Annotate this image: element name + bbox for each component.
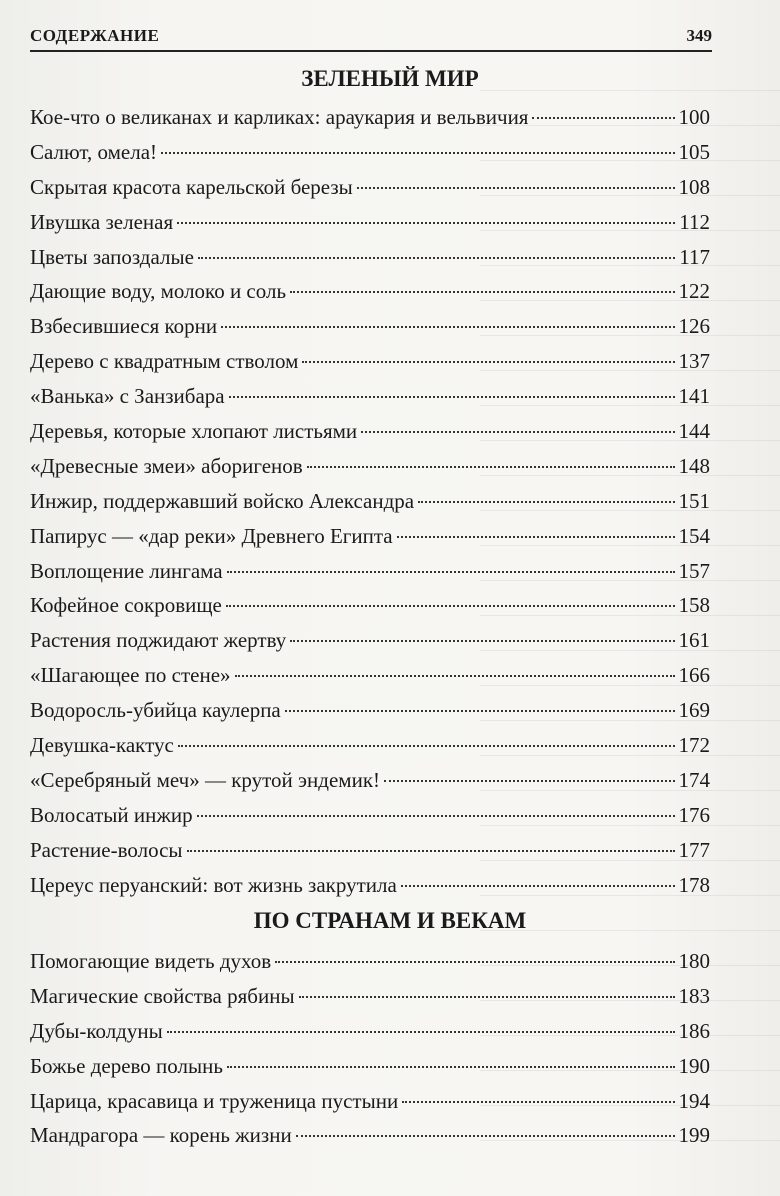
- toc-entry-title: Божье дерево полынь: [30, 1053, 223, 1078]
- section-title: ПО СТРАНАМ И ВЕКАМ: [253, 908, 527, 933]
- toc-section: [30, 904, 710, 1153]
- toc-entry-page: 117: [679, 244, 710, 269]
- toc-entry-page: 108: [678, 174, 710, 199]
- dot-leader: [290, 291, 674, 293]
- toc-entry-title: Водоросль-убийца каулерпа: [30, 698, 281, 723]
- toc-entry: [30, 1084, 710, 1119]
- toc-entry-page: 144: [678, 419, 710, 444]
- toc-entry-page: 158: [678, 593, 710, 618]
- toc-entry: [30, 554, 710, 589]
- toc-entry-title: «Древесные змеи» аборигенов: [30, 453, 303, 478]
- dot-leader: [302, 361, 674, 363]
- toc-entry-page: 177: [678, 837, 710, 862]
- toc-entry: [30, 379, 710, 414]
- toc-entry: [30, 449, 710, 484]
- toc-entry-page: 100: [678, 105, 710, 129]
- dot-leader: [229, 396, 675, 398]
- toc-entry: [30, 484, 710, 519]
- dot-leader: [357, 187, 675, 189]
- toc-entry-title: Мандрагора — корень жизни: [30, 1123, 292, 1148]
- toc-entry: [30, 240, 710, 275]
- toc-list: [30, 100, 710, 902]
- toc-entry-page: 174: [678, 767, 710, 792]
- running-head: [30, 20, 712, 52]
- toc-entry-title: Инжир, поддержавший войско Александра: [30, 488, 415, 513]
- toc-entry: [30, 944, 710, 979]
- toc-entry-page: 194: [678, 1088, 710, 1113]
- toc-entry-title: Растения поджидают жертву: [30, 628, 287, 653]
- toc-entry-title: Девушка-кактус: [30, 733, 174, 758]
- toc-entry-title: Помогающие видеть духов: [30, 949, 272, 973]
- toc-entry-title: Дубы-колдуны: [30, 1018, 163, 1043]
- dot-leader: [167, 1031, 675, 1033]
- toc-entry: [30, 588, 710, 623]
- toc-entry-title: Царица, красавица и труженица пустыни: [30, 1088, 399, 1113]
- dot-leader: [187, 850, 675, 852]
- toc-entry-title: Магические свойства рябины: [30, 983, 295, 1008]
- toc-entry-page: 186: [678, 1018, 710, 1043]
- toc-entry: [30, 763, 710, 798]
- toc-entry-page: 126: [678, 314, 710, 339]
- toc-entry: [30, 658, 710, 693]
- toc-entry-title: Цереус перуанский: вот жизнь закрутила: [30, 872, 397, 897]
- dot-leader: [401, 885, 675, 887]
- toc-entry: [30, 1118, 710, 1153]
- toc-entry-page: 141: [678, 384, 710, 409]
- toc-entry-page: 157: [678, 558, 710, 583]
- toc-entry: [30, 519, 710, 554]
- toc-entry: [30, 274, 710, 309]
- dot-leader: [299, 996, 675, 998]
- toc-entry-title: Папирус — «дар реки» Древнего Египта: [30, 523, 393, 548]
- toc-entry-page: 154: [678, 523, 710, 548]
- toc-entry: [30, 344, 710, 379]
- toc-entry: [30, 414, 710, 449]
- toc-entry-title: Дающие воду, молоко и соль: [30, 279, 287, 304]
- toc-entry-page: 112: [679, 209, 710, 234]
- toc-section: [30, 62, 710, 902]
- toc-entry-page: 180: [678, 949, 710, 973]
- dot-leader: [285, 710, 675, 712]
- toc-entry: [30, 205, 710, 240]
- toc-entry-page: 183: [678, 983, 710, 1008]
- toc-entry-page: 166: [678, 663, 710, 688]
- section-title: ЗЕЛЕНЫЙ МИР: [301, 66, 479, 91]
- toc-entry: [30, 693, 710, 728]
- toc-entry: [30, 623, 710, 658]
- toc-entry: [30, 135, 710, 170]
- toc-entry-page: 199: [678, 1123, 710, 1148]
- dot-leader: [397, 536, 675, 538]
- toc-entry-page: 169: [678, 698, 710, 723]
- toc-entry-title: Растение-волосы: [30, 837, 183, 862]
- toc-entry-page: 137: [678, 349, 710, 374]
- toc-entry: [30, 309, 710, 344]
- toc-entry-title: Кофейное сокровище: [30, 593, 222, 618]
- toc-entry-page: 148: [678, 453, 710, 478]
- dot-leader: [161, 152, 674, 154]
- toc-entry-page: 151: [678, 488, 710, 513]
- toc-entry-title: Кое-что о великанах и карликах: араукария и вельвичия: [30, 105, 529, 129]
- toc-entry-title: Цветы запоздалые: [30, 244, 194, 269]
- dot-leader: [307, 466, 675, 468]
- toc-entry-title: Салют, омела!: [30, 139, 158, 164]
- dot-leader: [402, 1101, 674, 1103]
- dot-leader: [290, 640, 674, 642]
- toc-list: [30, 944, 710, 1153]
- dot-leader: [227, 1066, 675, 1068]
- toc-entry-page: 178: [678, 872, 710, 897]
- toc-entry-title: Воплощение лингама: [30, 558, 223, 583]
- dot-leader: [178, 745, 675, 747]
- dot-leader: [275, 961, 674, 963]
- dot-leader: [226, 605, 675, 607]
- toc-entry: [30, 1014, 710, 1049]
- toc-entry-page: 105: [678, 139, 710, 164]
- dot-leader: [384, 780, 674, 782]
- toc-entry-title: «Серебряный меч» — крутой эндемик!: [30, 767, 381, 792]
- toc-entry: [30, 979, 710, 1014]
- toc-entry-title: Дерево с квадратным стволом: [30, 349, 299, 374]
- dot-leader: [361, 431, 674, 433]
- dot-leader: [177, 222, 675, 224]
- toc-entry-page: 122: [678, 279, 710, 304]
- dot-leader: [227, 571, 675, 573]
- toc-entry-page: 176: [678, 802, 710, 827]
- toc-entry-title: Деревья, которые хлопают листьями: [30, 419, 358, 444]
- dot-leader: [532, 117, 674, 119]
- dot-leader: [198, 257, 675, 259]
- toc-entry: [30, 100, 710, 135]
- toc-entry: [30, 798, 710, 833]
- dot-leader: [296, 1135, 675, 1137]
- toc-entry-title: «Ванька» с Занзибара: [30, 384, 225, 409]
- toc-entry-title: «Шагающее по стене»: [30, 663, 231, 688]
- page-number: 349: [686, 26, 712, 45]
- running-head-title: СОДЕРЖАНИЕ: [30, 26, 160, 45]
- toc-entry-page: 190: [678, 1053, 710, 1078]
- toc-entry: [30, 1049, 710, 1084]
- toc-entry: [30, 868, 710, 903]
- dot-leader: [197, 815, 675, 817]
- toc-entry-page: 161: [678, 628, 710, 653]
- toc-entry: [30, 728, 710, 763]
- dot-leader: [221, 326, 674, 328]
- toc-entry: [30, 170, 710, 205]
- toc-entry-title: Ивушка зеленая: [30, 209, 174, 234]
- toc-entry-title: Скрытая красота карельской березы: [30, 174, 353, 199]
- toc-entry-page: 172: [678, 733, 710, 758]
- dot-leader: [418, 501, 674, 503]
- toc-entry: [30, 833, 710, 868]
- toc-entry-title: Волосатый инжир: [30, 802, 193, 827]
- dot-leader: [235, 675, 675, 677]
- toc-entry-title: Взбесившиеся корни: [30, 314, 218, 339]
